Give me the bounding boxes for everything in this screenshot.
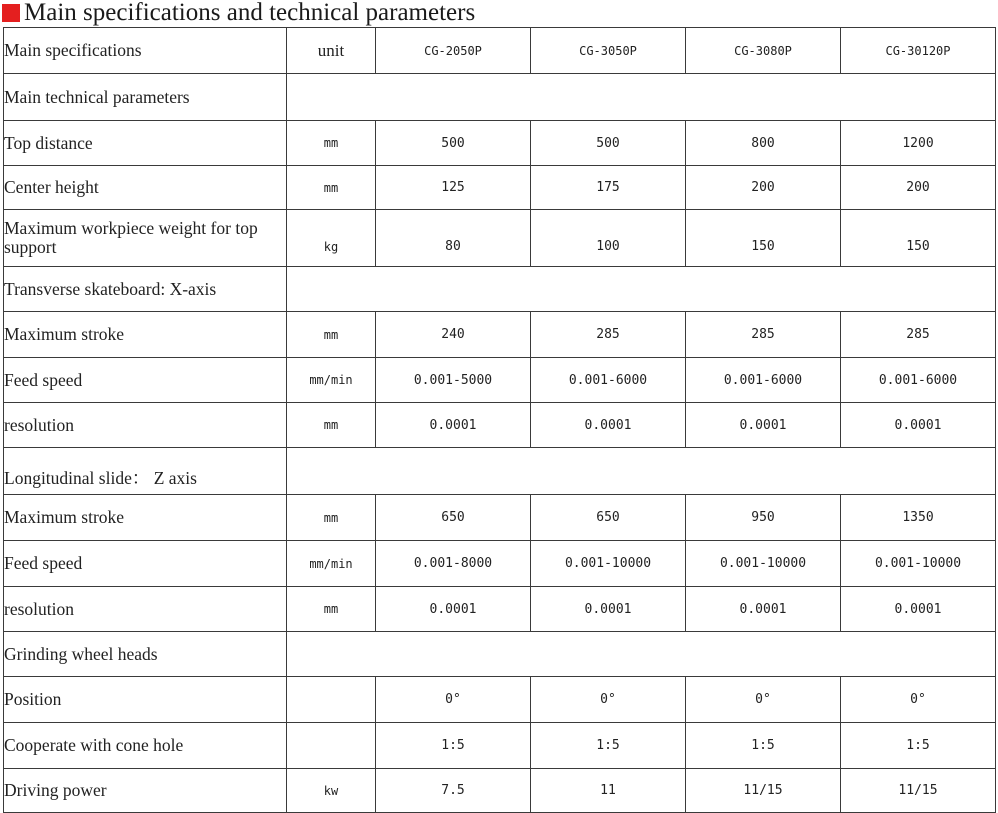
row-value: 500 — [376, 121, 531, 166]
row-unit: kg — [287, 210, 376, 267]
row-value: 650 — [376, 495, 531, 541]
row-value: 0.001-10000 — [686, 541, 841, 587]
row-value: 0.001-6000 — [686, 358, 841, 403]
row-value: 11/15 — [841, 769, 996, 813]
row-value: 0° — [531, 677, 686, 723]
header-label: Main specifications — [4, 28, 287, 74]
row-value: 0.001-5000 — [376, 358, 531, 403]
row-value: 7.5 — [376, 769, 531, 813]
row-unit: mm — [287, 587, 376, 632]
row-value: 240 — [376, 312, 531, 358]
header-model: CG-3050P — [531, 28, 686, 74]
row-value: 100 — [531, 210, 686, 267]
row-name: Top distance — [4, 121, 287, 166]
section-row — [4, 267, 996, 312]
row-value: 285 — [686, 312, 841, 358]
row-value: 285 — [841, 312, 996, 358]
table-row — [4, 403, 996, 448]
row-value: 0° — [376, 677, 531, 723]
row-value: 0.001-8000 — [376, 541, 531, 587]
row-value: 0.001-6000 — [531, 358, 686, 403]
row-value: 11 — [531, 769, 686, 813]
row-value: 125 — [376, 166, 531, 210]
row-unit: kw — [287, 769, 376, 813]
page-title-text: Main specifications and technical parameters — [24, 0, 476, 26]
row-name: Driving power — [4, 769, 287, 813]
section-filler — [287, 267, 996, 312]
row-value: 11/15 — [686, 769, 841, 813]
row-value: 1:5 — [686, 723, 841, 769]
table-row — [4, 541, 996, 587]
section-filler — [287, 74, 996, 121]
section-row — [4, 632, 996, 677]
row-value: 1200 — [841, 121, 996, 166]
row-value: 0° — [841, 677, 996, 723]
row-unit: mm — [287, 403, 376, 448]
row-name: Maximum stroke — [4, 495, 287, 541]
row-name: resolution — [4, 587, 287, 632]
row-value: 80 — [376, 210, 531, 267]
row-value: 0.0001 — [686, 587, 841, 632]
row-value: 650 — [531, 495, 686, 541]
table-row — [4, 677, 996, 723]
row-name: resolution — [4, 403, 287, 448]
row-value: 500 — [531, 121, 686, 166]
row-value: 1:5 — [376, 723, 531, 769]
row-value: 150 — [841, 210, 996, 267]
header-model: CG-3080P — [686, 28, 841, 74]
row-value: 0.001-10000 — [841, 541, 996, 587]
row-value: 0.0001 — [841, 403, 996, 448]
spec-table — [3, 27, 996, 813]
row-unit — [287, 677, 376, 723]
table-row — [4, 495, 996, 541]
row-unit: mm/min — [287, 358, 376, 403]
section-title: Transverse skateboard: X-axis — [4, 267, 287, 312]
table-row — [4, 121, 996, 166]
row-name: Center height — [4, 166, 287, 210]
row-value: 0.0001 — [841, 587, 996, 632]
row-value: 285 — [531, 312, 686, 358]
row-value: 950 — [686, 495, 841, 541]
row-value: 0.0001 — [531, 403, 686, 448]
row-value: 150 — [686, 210, 841, 267]
row-value: 800 — [686, 121, 841, 166]
row-name: Maximum workpiece weight for top support — [4, 210, 287, 267]
section-filler — [287, 448, 996, 495]
header-model: CG-2050P — [376, 28, 531, 74]
row-value: 0.0001 — [531, 587, 686, 632]
table-row — [4, 769, 996, 813]
table-row — [4, 723, 996, 769]
row-value: 0.0001 — [376, 587, 531, 632]
section-filler — [287, 632, 996, 677]
section-title: Main technical parameters — [4, 74, 287, 121]
row-unit: mm — [287, 166, 376, 210]
table-row — [4, 587, 996, 632]
section-row — [4, 448, 996, 495]
row-value: 1:5 — [841, 723, 996, 769]
row-value: 1350 — [841, 495, 996, 541]
table-row — [4, 166, 996, 210]
row-value: 1:5 — [531, 723, 686, 769]
table-row — [4, 358, 996, 403]
row-name: Cooperate with cone hole — [4, 723, 287, 769]
row-value: 0.0001 — [686, 403, 841, 448]
row-unit: mm — [287, 495, 376, 541]
row-value: 0° — [686, 677, 841, 723]
table-row — [4, 312, 996, 358]
row-name: Feed speed — [4, 358, 287, 403]
row-value: 0.0001 — [376, 403, 531, 448]
section-title: Longitudinal slide： Z axis — [4, 448, 287, 495]
row-value: 200 — [686, 166, 841, 210]
row-value: 175 — [531, 166, 686, 210]
section-row — [4, 74, 996, 121]
row-value: 200 — [841, 166, 996, 210]
row-unit: mm — [287, 121, 376, 166]
row-unit — [287, 723, 376, 769]
table-header-row — [4, 28, 996, 74]
table-row — [4, 210, 996, 267]
row-value: 0.001-10000 — [531, 541, 686, 587]
section-title: Grinding wheel heads — [4, 632, 287, 677]
header-model: CG-30120P — [841, 28, 996, 74]
page-title — [2, 0, 475, 26]
row-value: 0.001-6000 — [841, 358, 996, 403]
row-name: Position — [4, 677, 287, 723]
row-unit: mm — [287, 312, 376, 358]
header-unit: unit — [287, 28, 376, 74]
red-square-icon — [2, 4, 20, 22]
row-name: Feed speed — [4, 541, 287, 587]
row-name: Maximum stroke — [4, 312, 287, 358]
row-unit: mm/min — [287, 541, 376, 587]
